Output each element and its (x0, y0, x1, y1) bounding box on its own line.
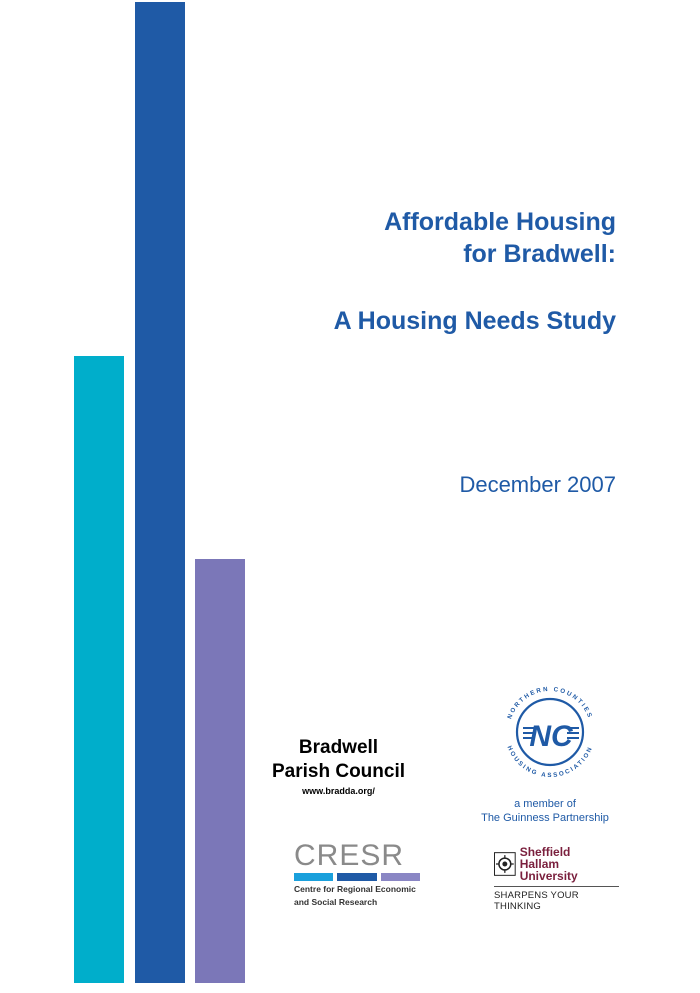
cresr-sub-1: Centre for Regional Economic (294, 884, 416, 894)
decorative-bar-blue (135, 2, 185, 983)
sheffield-hallam-emblem-icon (494, 852, 516, 876)
member-line-2: The Guinness Partnership (481, 812, 609, 824)
parish-url: www.bradda.org/ (302, 786, 375, 796)
nc-ring-top-text: NORTHERN COUNTIES (506, 685, 594, 721)
title-line-1: Affordable Housing (384, 208, 616, 236)
parish-line-1: Bradwell (298, 737, 379, 758)
shu-tagline: SHARPENS YOUR THINKING (494, 890, 579, 912)
sheffield-hallam-logo (494, 846, 619, 912)
nc-ring-bottom-text: HOUSING ASSOCIATION (505, 744, 595, 780)
northern-counties-logo (495, 677, 605, 787)
shu-divider (494, 886, 619, 887)
title-line-2: for Bradwell: (463, 240, 616, 268)
sheffield-hallam-name (520, 846, 619, 882)
parish-line-2: Parish Council (271, 761, 406, 782)
publication-date: December 2007 (459, 472, 616, 497)
decorative-bar-cyan (74, 356, 124, 983)
member-line-1: a member of (514, 798, 576, 810)
parish-council-logo (256, 736, 421, 796)
nc-initials: NC (529, 720, 573, 753)
shu-line-2: Hallam University (519, 857, 578, 883)
cresr-strip-1 (294, 873, 333, 881)
cresr-color-strip (294, 873, 420, 881)
shu-line-1: Sheffield (519, 845, 571, 859)
cresr-strip-2 (337, 873, 376, 881)
member-statement (470, 797, 620, 825)
subtitle: A Housing Needs Study (333, 307, 616, 335)
cresr-sub-2: and Social Research (294, 897, 378, 907)
cresr-strip-3 (381, 873, 420, 881)
cresr-wordmark: CRESR (294, 839, 405, 872)
decorative-bar-purple (195, 559, 245, 983)
cresr-logo (294, 839, 420, 907)
